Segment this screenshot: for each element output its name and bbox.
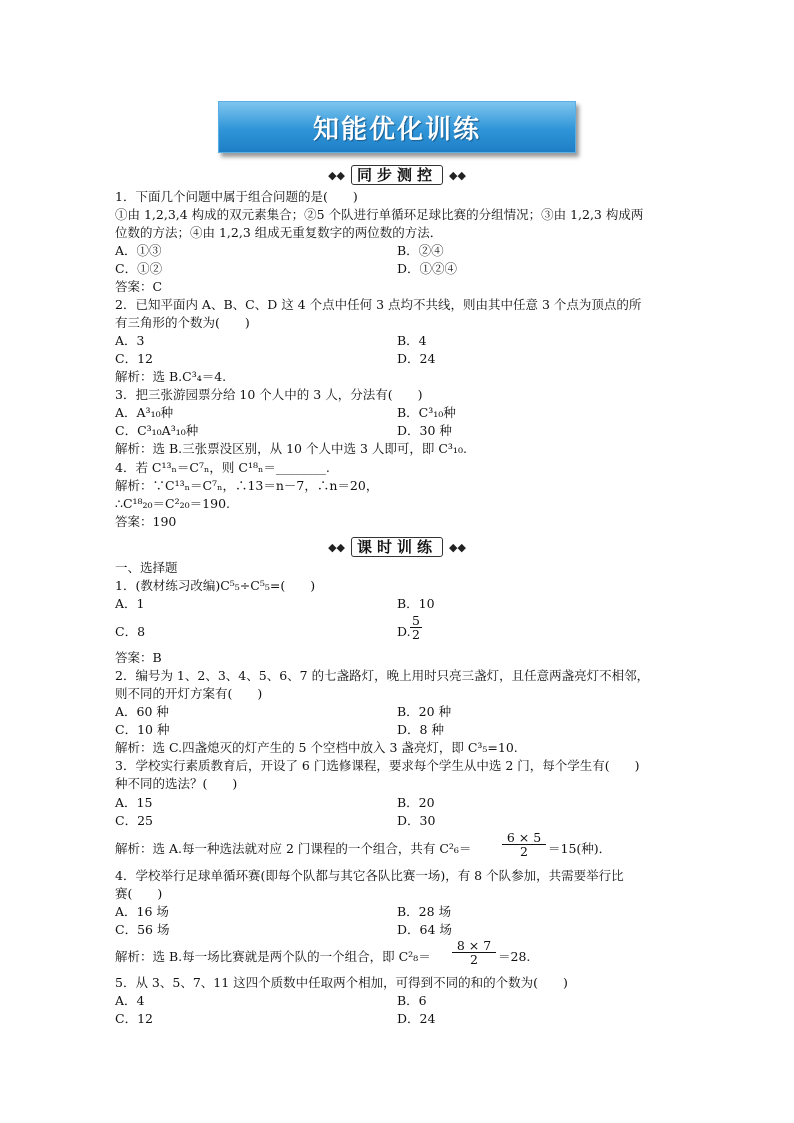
q4-stem: 4．若 C¹³ₙ＝C⁷ₙ，则 C¹⁸ₙ＝________. [115, 460, 330, 475]
p2-stem-cont: 则不同的开灯方案有( ) [115, 686, 263, 701]
option: B．20 种 [397, 704, 452, 719]
solution-result: ＝15(种)． [548, 841, 612, 856]
q1-stem: 1．下面几个问题中属于组合问题的是( ) [115, 189, 358, 204]
fraction [410, 614, 422, 641]
section-header-sync [310, 165, 484, 185]
q3-stem: 3．把三张游园票分给 10 个人中的 3 人，分法有( ) [115, 387, 423, 402]
fraction [452, 939, 496, 966]
option: D．64 场 [397, 922, 452, 937]
option: A．①③ [115, 243, 162, 258]
fraction [502, 831, 546, 858]
p4-stem-cont: 赛( ) [115, 886, 163, 901]
answer: 答案：C [115, 279, 163, 294]
page-title: 知能优化训练 [312, 114, 481, 145]
p2-stem: 2．编号为 1、2、3、4、5、6、7 的七盏路灯，晚上用时只亮三盏灯，且任意两盏亮灯不相邻， [115, 668, 650, 683]
option: D．30 [397, 813, 436, 828]
option: A．15 [115, 795, 153, 810]
option: C．12 [115, 1011, 153, 1026]
q1-text-cont: 位数的方法；④由 1,2,3 组成无重复数字的两位数的方法． [115, 225, 443, 240]
q2-stem: 2．已知平面内 A、B、C、D 这 4 个点中任何 3 点均不共线，则由其中任意 3 个点为顶点的所 [115, 297, 642, 312]
option: B．4 [397, 333, 427, 348]
p5-stem: 5．从 3、5、7、11 这四个质数中任取两个相加，可得到不同的和的个数为( ) [115, 975, 568, 990]
solution: 解析：选 A.每一种选法就对应 2 门课程的一个组合，共有 C²₆＝ [115, 841, 472, 856]
solution: 解析：选 B.C³₄＝4. [115, 369, 227, 384]
fraction-numerator: 5 [412, 613, 420, 628]
option: C．25 [115, 813, 153, 828]
option: B．6 [397, 993, 427, 1008]
part-heading: 一、选择题 [115, 560, 178, 575]
answer: 答案：190 [115, 514, 177, 529]
option: C．①② [115, 261, 163, 276]
p3-stem: 3．学校实行素质教育后，开设了 6 门选修课程，要求每个学生从中选 2 门，每个学生有( ) [115, 758, 640, 773]
option: D．30 种 [397, 423, 452, 438]
fraction-denominator: 2 [470, 952, 478, 967]
p3-stem-cont: 种不同的选法？( ) [115, 776, 238, 791]
option: D．24 [397, 1011, 436, 1026]
fraction-denominator: 2 [520, 844, 528, 859]
option: A．4 [115, 993, 145, 1008]
option: A．16 场 [115, 904, 169, 919]
solution: 解析：选 B.每一场比赛就是两个队的一个组合，即 C²₈＝ [115, 949, 431, 964]
option: D．8 种 [397, 722, 444, 737]
solution: 解析：选 B.三张票没区别，从 10 个人中选 3 人即可，即 C³₁₀. [115, 441, 467, 456]
option: C．56 场 [115, 922, 170, 937]
section-title-sync: 同步测控 [351, 165, 443, 185]
fraction-denominator: 2 [412, 627, 420, 642]
option: C．10 种 [115, 722, 170, 737]
deco-right: ◆◆ [449, 540, 466, 554]
option: C．C³₁₀A³₁₀种 [115, 423, 199, 438]
option: B．28 场 [397, 904, 452, 919]
fraction-numerator: 6 × 5 [502, 831, 546, 845]
option: D．24 [397, 351, 436, 366]
solution: 解析：∵C¹³ₙ＝C⁷ₙ，∴13＝n－7，∴n＝20， [115, 478, 379, 493]
solution: 解析：选 C.四盏熄灭的灯产生的 5 个空档中放入 3 盏亮灯，即 C³₅=10. [115, 740, 518, 755]
option: B．C³₁₀种 [397, 405, 456, 420]
section-title-lesson: 课时训练 [351, 537, 443, 557]
option: B．②④ [397, 243, 444, 258]
option: B．10 [397, 596, 435, 611]
solution-result: ＝28. [498, 949, 531, 964]
solution-cont: ∴C¹⁸₂₀＝C²₂₀＝190. [115, 496, 230, 511]
deco-left: ◆◆ [328, 168, 345, 182]
deco-right: ◆◆ [449, 168, 466, 182]
answer: 答案：B [115, 650, 162, 665]
option: A．60 种 [115, 704, 169, 719]
option: A．1 [115, 596, 145, 611]
option: C．12 [115, 351, 153, 366]
p1-stem: 1．(教材练习改编)C⁵₅÷C⁵₅=( ) [115, 578, 316, 593]
title-banner [218, 101, 576, 153]
option: D．①②④ [397, 261, 458, 276]
option: D. [397, 624, 411, 639]
option: A．A³₁₀种 [115, 405, 174, 420]
p4-stem: 4．学校举行足球单循环赛(即每个队都与其它各队比赛一场)，有 8 个队参加，共需要举行比 [115, 868, 624, 883]
q2-stem-cont: 有三角形的个数为( ) [115, 315, 250, 330]
option: B．20 [397, 795, 435, 810]
option: C．8 [115, 624, 146, 639]
fraction-numerator: 8 × 7 [452, 939, 496, 953]
option: A．3 [115, 333, 145, 348]
q1-text: ①由 1,2,3,4 构成的双元素集合；②5 个队进行单循环足球比赛的分组情况；③由 1,2,3 构成两 [115, 207, 644, 222]
section-header-lesson [310, 537, 484, 557]
deco-left: ◆◆ [328, 540, 345, 554]
